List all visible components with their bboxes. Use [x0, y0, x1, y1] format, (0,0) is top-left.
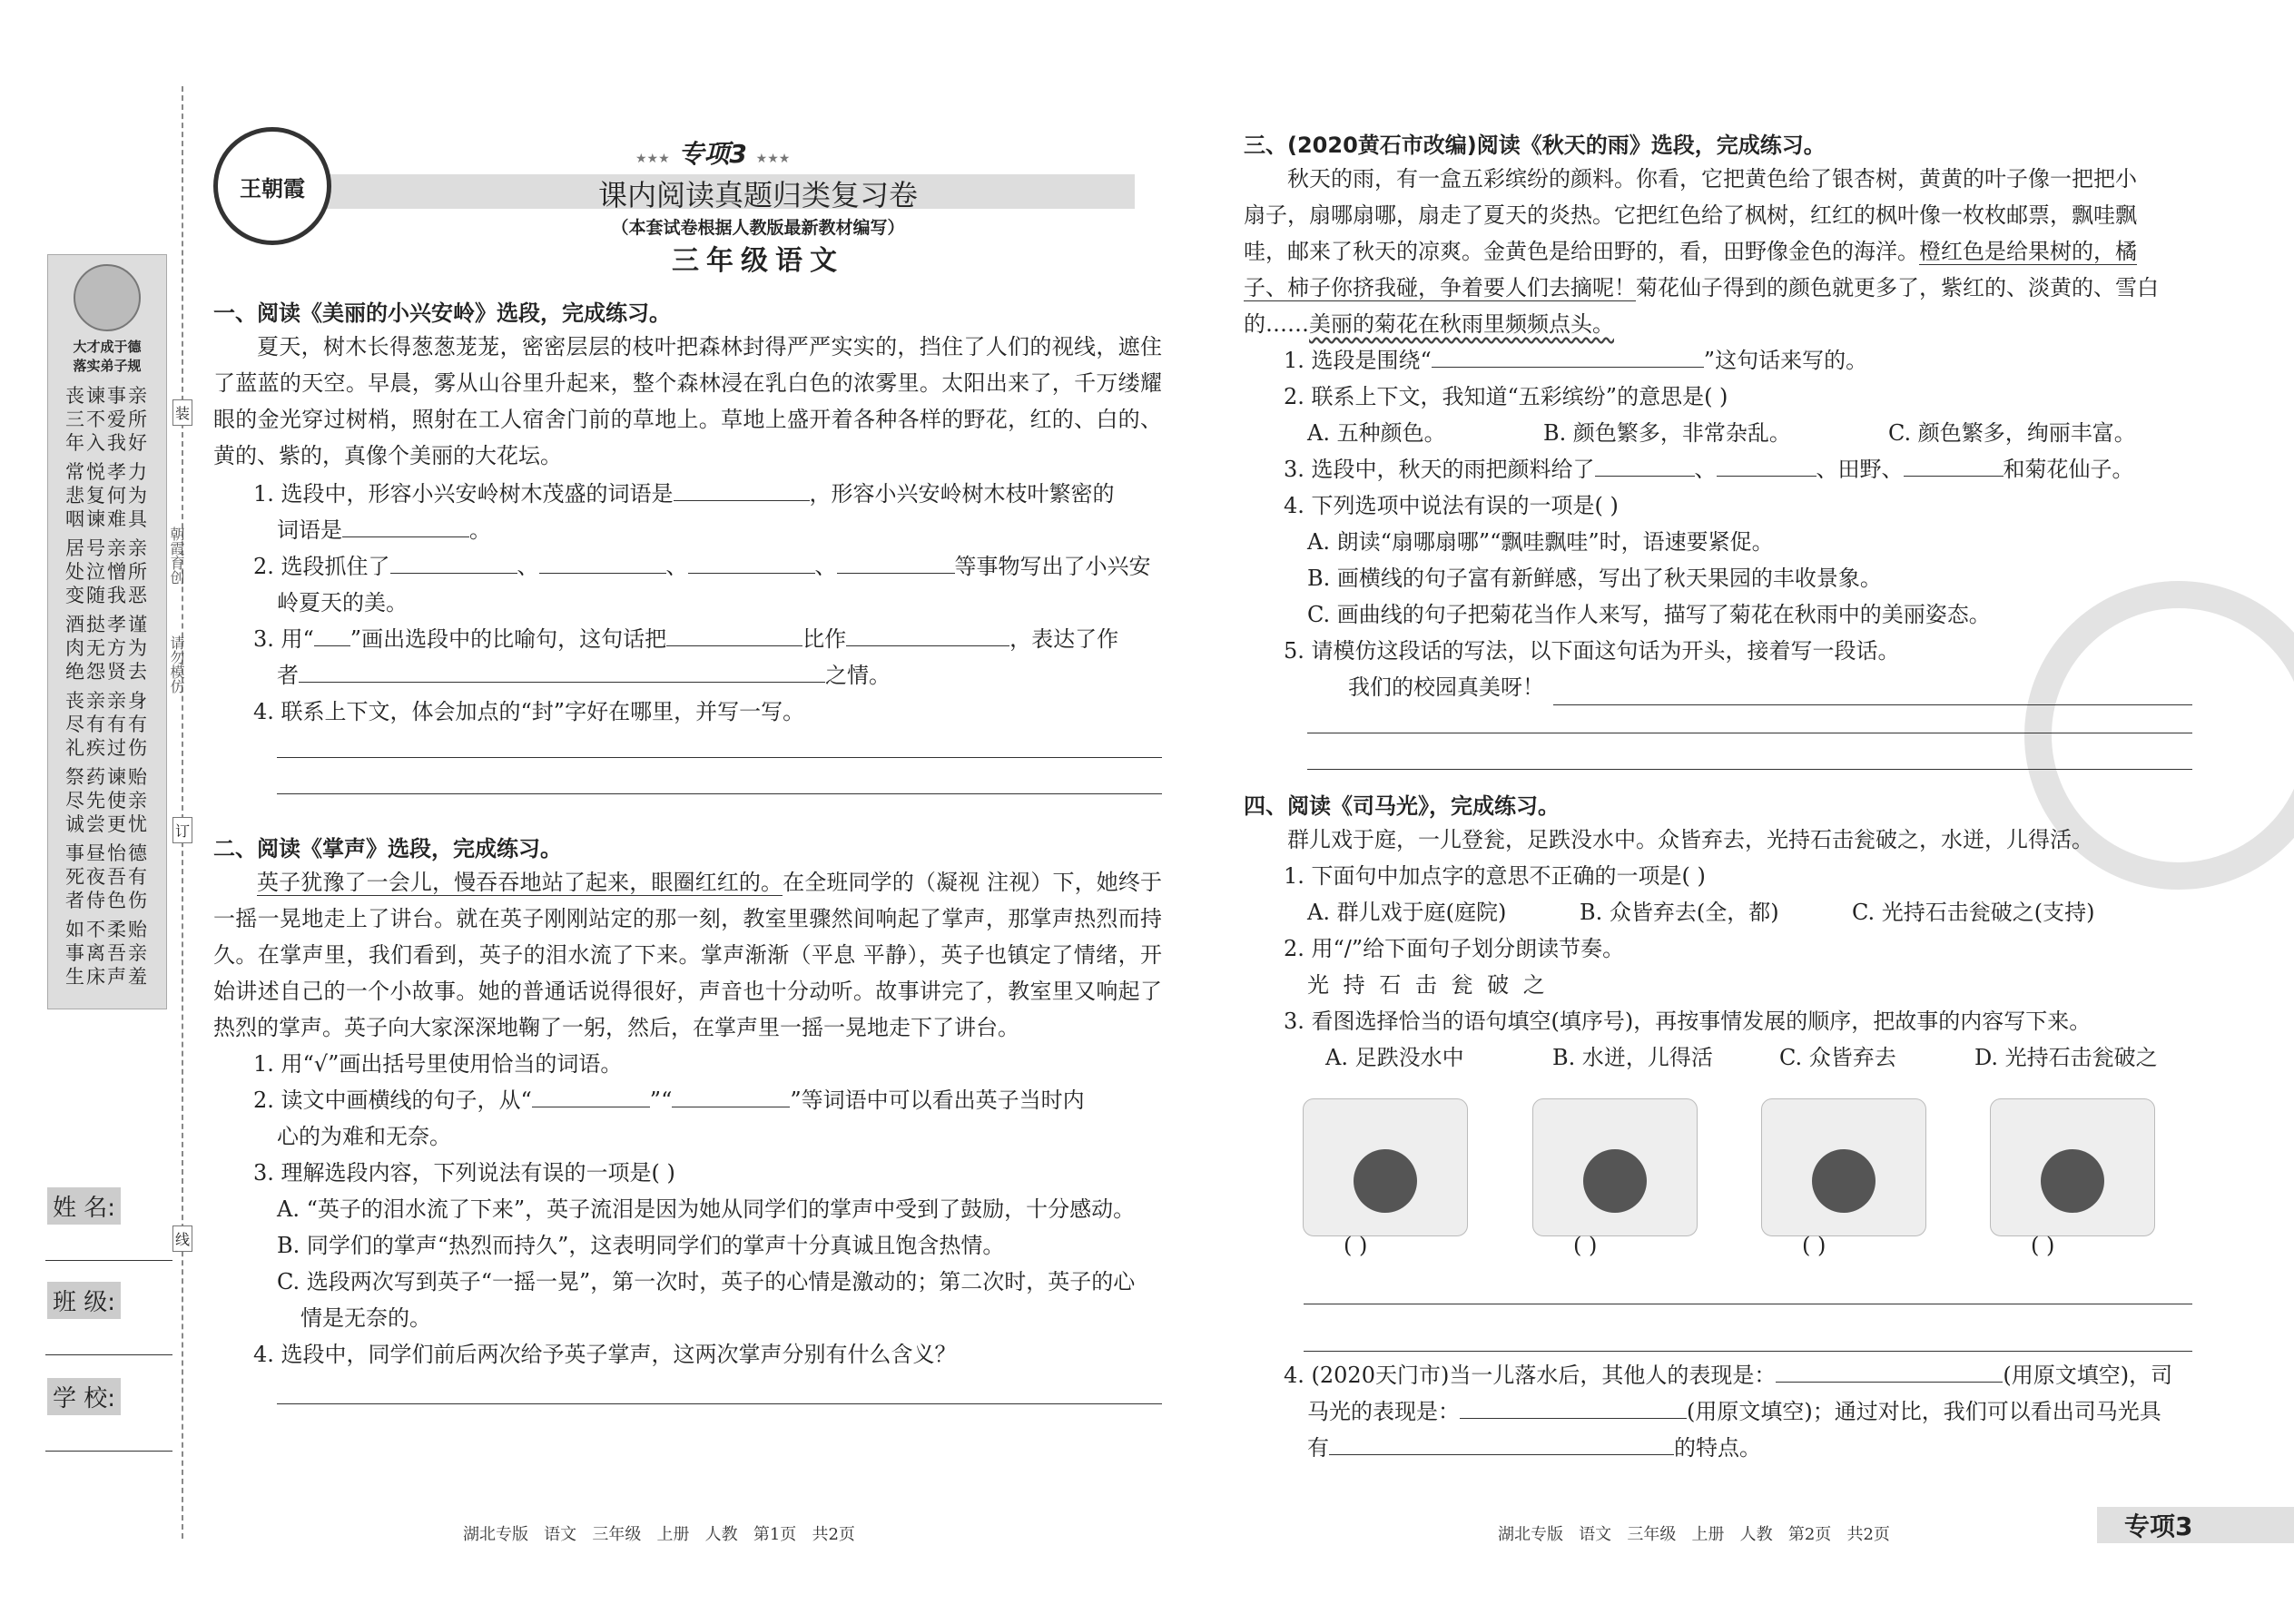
s3-passage-line: 秋天的雨，有一盒五彩缤纷的颜料。你看，它把黄色给了银杏树，黄黄的叶子像一把把小	[1287, 166, 2137, 192]
poem-row: 咽谏难具	[65, 508, 149, 530]
section3-passage	[1244, 161, 2192, 342]
s3-q4: 4. 下列选项中说法有误的一项是( )	[1284, 493, 1619, 518]
special-badge	[635, 134, 790, 171]
vertical-note	[163, 527, 185, 585]
s3-q5-answer-line[interactable]	[1553, 669, 2192, 705]
footer-tag	[2097, 1507, 2294, 1543]
jar-icon	[2041, 1149, 2104, 1213]
s3-q2: 2. 联系上下文，我知道“五彩缤纷”的意思是( )	[1284, 384, 1728, 409]
s1-q4-answer-line[interactable]	[277, 757, 1162, 758]
s1-q2-cont: 岭夏天的美。	[277, 590, 408, 615]
s4-q4-cont2: 有 的特点。	[1307, 1435, 1761, 1461]
s4-q4: 4. (2020天门市)当一儿落水后，其他人的表现是： (用原文填空)，司	[1284, 1363, 2173, 1388]
s2-q3-opt-cont: 情是无奈的。	[300, 1305, 431, 1331]
poem-row: 者侍色伤	[65, 890, 149, 911]
s4-q3-options	[1244, 1039, 2192, 1076]
story-picture	[1303, 1098, 1468, 1236]
s4-q3-opt: D. 光持石击瓮破之	[1974, 1045, 2158, 1070]
section4-q4	[1244, 1357, 2192, 1466]
section2-heading: 二、阅读《掌声》选段，完成练习。	[213, 836, 562, 861]
s4-q3-opt: A. 足跌没水中	[1325, 1045, 1464, 1070]
jar-icon	[1812, 1149, 1876, 1213]
binding-cut-line	[182, 86, 183, 1539]
s2-q3-opt[interactable]: B. 同学们的掌声“热烈而持久”，这表明同学们的掌声十分真诚且饱含热情。	[277, 1233, 1005, 1258]
s3-q2-opt[interactable]: A. 五种颜色。	[1307, 420, 1446, 446]
s2-q1: 1. 用“√”画出括号里使用恰当的词语。	[253, 1051, 623, 1077]
grade-title: 三年级语文	[672, 245, 844, 277]
s3-wavy-underlined: 美丽的菊花在秋雨里频频点头。	[1309, 311, 1614, 337]
story-picture	[1532, 1098, 1698, 1236]
s1-q1-blank2[interactable]	[342, 536, 469, 537]
s3-q2-opt[interactable]: B. 颜色繁多，非常杂乱。	[1543, 420, 1791, 446]
s4-q2: 2. 用“/”给下面句子划分朗读节奏。	[1284, 936, 1625, 961]
poem-row: 变随我恶	[65, 585, 149, 606]
section4	[1244, 788, 2192, 1076]
class-field[interactable]	[45, 1354, 172, 1355]
s4-q1-opt[interactable]: C. 光持石击瓮破之(支持)	[1852, 900, 2095, 925]
s4-q3-answer-line[interactable]	[1304, 1351, 2192, 1352]
section2-passage: 英子犹豫了一会儿，慢吞吞地站了起来，眼圈红红的。在全班同学的（凝视 注视）下，她终于一摇一晃地走上了讲台。就在英子刚刚站定的那一刻，教室里骤然间响起了掌声，那掌声热烈而持久。在掌声里，我们看到，英子的泪水流了下来。掌声渐渐（平息 平静），英子也镇定了情绪，开始讲述自己的一个小故事。她的普通话说得很好，声音也十分动听。故事讲完了，教室里又响起了热烈的掌声。英子向大家深深地鞠了一躬，然后，在掌声里一摇一晃地走下了讲台。	[213, 870, 1162, 1040]
poem-row: 悲复何为	[65, 485, 149, 507]
s3-q3: 3. 选段中，秋天的雨把颜料给了 、 、田野、 和菊花仙子。	[1284, 457, 2134, 482]
poem-row: 死夜吾有	[65, 866, 149, 888]
s1-q2: 2. 选段抓住了 、 、 、 等事物写出了小兴安	[253, 554, 1151, 579]
s2-q2: 2. 读文中画横线的句子，从“ ”“ ”等词语中可以看出英子当时内	[253, 1088, 1085, 1113]
poem-row: 肉无方为	[65, 637, 149, 659]
star-icon: ★★★	[755, 152, 791, 166]
s3-q5: 5. 请模仿这段话的写法，以下面这句话为开头，接着写一段话。	[1284, 638, 1900, 664]
section1	[213, 295, 1162, 802]
s4-q2-sentence: 光 持 石 击 瓮 破 之	[1307, 972, 1549, 998]
logo-text: 王朝霞	[240, 174, 305, 202]
picture-answer-bracket[interactable]: ( )	[1344, 1233, 1368, 1258]
poem-row: 诚尝更忧	[65, 813, 149, 835]
sidebar-poem	[48, 384, 166, 989]
cut-label: 线	[172, 1225, 192, 1252]
s1-q1-cont: 词语是 。	[277, 517, 491, 543]
s3-q1-blank[interactable]	[1432, 367, 1704, 368]
vertical-note-2: 请勿模仿	[168, 635, 185, 694]
s1-q3-blank2[interactable]	[846, 645, 1009, 646]
s3-underlined: 橙红色是给果树的，橘	[1919, 239, 2137, 264]
jar-icon	[1583, 1149, 1647, 1213]
picture-answer-bracket[interactable]: ( )	[1573, 1233, 1598, 1258]
s3-passage-line: 子、柿子你挤我碰，争着要人们去摘呢！菊花仙子得到的颜色就更多了，紫红的、淡黄的、雪白	[1244, 275, 2159, 300]
s1-q4: 4. 联系上下文，体会加点的“封”字好在哪里，并写一写。	[253, 699, 805, 724]
page-subtitle: （本套试卷根据人教版最新教材编写）	[611, 218, 905, 238]
motto-figure-icon	[74, 264, 141, 331]
s4-q4-cont: 马光的表现是： (用原文填空)；通过对比，我们可以看出司马光具	[1307, 1399, 2161, 1424]
poem-row: 如不柔贻	[65, 919, 149, 940]
special-badge-text: 专项3	[678, 139, 747, 169]
s3-q3-blank1[interactable]	[1595, 476, 1695, 477]
star-icon: ★★★	[635, 152, 670, 166]
footer-right: 湖北专版 语文 三年级 上册 人教 第2页 共2页	[1498, 1525, 1890, 1544]
s2-underlined-sentence: 英子犹豫了一会儿，慢吞吞地站了起来，眼圈红红的。	[257, 870, 783, 895]
s3-q2-opt[interactable]: C. 颜色繁多，绚丽丰富。	[1888, 420, 2136, 446]
picture-answer-bracket[interactable]: ( )	[2031, 1233, 2055, 1258]
s1-q2-blank3[interactable]	[688, 573, 815, 574]
vertical-note	[163, 635, 185, 694]
s1-q1-blank1[interactable]	[674, 500, 810, 501]
s3-q1: 1. 选段是围绕“ ”这句话来写的。	[1284, 348, 1868, 373]
s4-q4-blank3[interactable]	[1329, 1454, 1674, 1455]
page-title: 课内阅读真题归类复习卷	[597, 178, 918, 212]
s4-q4-blank2[interactable]	[1460, 1418, 1687, 1419]
story-picture	[1761, 1098, 1926, 1236]
s4-q1: 1. 下面句中加点字的意思不正确的一项是( )	[1284, 863, 1706, 889]
cut-label: 装	[172, 399, 192, 426]
poem-row: 常悦孝力	[65, 461, 149, 483]
poem-row: 尽先使亲	[65, 790, 149, 812]
section1-passage: 夏天，树木长得葱葱茏茏，密密层层的枝叶把森林封得严严实实的，挡住了人们的视线，遮住了蓝蓝的天空。早晨，雾从山谷里升起来，整个森林浸在乳白色的浓雾里。太阳出来了，千万缕耀眼的金光穿过树梢，照射在工人宿舍门前的草地上。草地上盛开着各种各样的野花，红的、白的、黄的、紫的，真像个美丽的大花坛。	[213, 334, 1162, 468]
section2	[213, 831, 1162, 1418]
poem-row: 绝怨贤去	[65, 661, 149, 683]
s1-q4-answer-line[interactable]	[277, 793, 1162, 794]
jar-icon	[1354, 1149, 1417, 1213]
s3-passage-line: 的……美丽的菊花在秋雨里频频点头。	[1244, 311, 1614, 337]
cut-label: 订	[172, 817, 192, 843]
s2-q3-opt[interactable]: C. 选段两次写到英子“一摇一晃”，第一次时，英子的心情是激动的；第二次时，英子的心	[277, 1269, 1136, 1294]
s4-q4-blank1[interactable]	[1776, 1382, 2003, 1383]
s3-q4-opt[interactable]: C. 画曲线的句子把菊花当作人来写，描写了菊花在秋雨中的美丽姿态。	[1307, 602, 1991, 627]
s1-q1: 1. 选段中，形容小兴安岭树木茂盛的词语是 ，形容小兴安岭树木枝叶繁密的	[253, 481, 1115, 507]
s4-q3: 3. 看图选择恰当的语句填空(填序号)，再按事情发展的顺序，把故事的内容写下来。	[1284, 1009, 2092, 1034]
s4-q1-opt[interactable]: B. 众皆弃去(全，都)	[1580, 900, 1779, 925]
section4-heading: 四、阅读《司马光》，完成练习。	[1244, 793, 1560, 819]
motto-line2: 落实弟子规	[73, 358, 142, 374]
poem-row: 丧亲亲身	[65, 690, 149, 712]
vertical-note-1: 朝霞育创	[168, 527, 185, 585]
poem-row: 尽有有有	[65, 714, 149, 735]
s2-q2-cont: 心的为难和无奈。	[277, 1124, 451, 1149]
class-label: 班 级:	[47, 1282, 121, 1319]
s3-q4-opt[interactable]: A. 朗读“扇哪扇哪”“飘哇飘哇”时，语速要紧促。	[1307, 529, 1774, 555]
s4-q1-options	[1244, 894, 2192, 930]
school-field[interactable]	[45, 1451, 172, 1452]
s1-q3-blank1[interactable]	[666, 645, 802, 646]
name-label: 姓 名:	[47, 1187, 121, 1225]
s4-q3-opt: C. 众皆弃去	[1779, 1045, 1896, 1070]
s3-q5-start: 我们的校园真美呀！	[1244, 669, 2192, 705]
s1-q3-cont: 者 之情。	[277, 663, 891, 688]
poem-row: 三不爱所	[65, 408, 149, 430]
s3-q2-options	[1244, 415, 2192, 451]
s2-q3-opt[interactable]: A. “英子的泪水流了下来”，英子流泪是因为她从同学们的掌声中受到了鼓励，十分感动。	[277, 1196, 1136, 1222]
section1-heading: 一、阅读《美丽的小兴安岭》选段，完成练习。	[213, 300, 671, 326]
section3	[1244, 127, 2192, 778]
s1-q3-blank3[interactable]	[299, 682, 825, 683]
s3-passage-line: 扇子，扇哪扇哪，扇走了夏天的炎热。它把红色给了枫树，红红的枫叶像一枚枚邮票，飘哇飘	[1244, 202, 2137, 228]
s4-q1-opt[interactable]: A. 群儿戏于庭(庭院)	[1307, 900, 1507, 925]
section3-heading: 三、(2020黄石市改编)阅读《秋天的雨》选段，完成练习。	[1244, 133, 1826, 158]
s3-q3-blank2[interactable]	[1717, 476, 1816, 477]
poem-row: 丧谏事亲	[65, 385, 149, 407]
s3-q5-answer-line[interactable]	[1307, 769, 2192, 770]
poem-row: 礼疾过伤	[65, 737, 149, 759]
s2-q4-answer-line[interactable]	[277, 1403, 1162, 1404]
poem-row: 生床声羞	[65, 966, 149, 988]
sidebar-motto-box	[47, 254, 167, 1009]
poem-row: 祭药谏贻	[65, 766, 149, 788]
poem-row: 年入我好	[65, 432, 149, 454]
s3-q4-opt[interactable]: B. 画横线的句子富有新鲜感，写出了秋天果园的丰收景象。	[1307, 566, 1882, 591]
s3-underlined: 子、柿子你挤我碰，争着要人们去摘呢！	[1244, 275, 1636, 300]
s2-q4: 4. 选段中，同学们前后两次给予英子掌声，这两次掌声分别有什么含义？	[253, 1342, 957, 1367]
s1-q3: 3. 用“ ”画出选段中的比喻句，这句话把 比作 ，表达了作	[253, 626, 1119, 652]
footer-left: 湖北专版 语文 三年级 上册 人教 第1页 共2页	[463, 1525, 855, 1544]
s1-q2-blank4[interactable]	[837, 573, 955, 574]
s1-q2-blank1[interactable]	[390, 573, 517, 574]
name-field[interactable]	[45, 1260, 172, 1261]
poem-row: 处泣憎所	[65, 561, 149, 583]
motto-line1: 大才成于德	[73, 339, 142, 355]
s4-q3-opt: B. 水迸，儿得活	[1552, 1045, 1713, 1070]
picture-answer-bracket[interactable]: ( )	[1802, 1233, 1826, 1258]
s1-q3-mark	[314, 645, 350, 646]
poem-row: 居号亲亲	[65, 537, 149, 559]
poem-row: 酒挞孝谨	[65, 614, 149, 635]
s3-passage-line: 哇，邮来了秋天的凉爽。金黄色是给田野的，看，田野像金色的海洋。橙红色是给果树的，橘	[1244, 239, 2137, 264]
school-label: 学 校:	[47, 1378, 121, 1415]
s2-q3: 3. 理解选段内容，下列说法有误的一项是( )	[253, 1160, 675, 1186]
footer-tag-text: 专项3	[2124, 1511, 2193, 1541]
poem-row: 事离吾亲	[65, 942, 149, 964]
section4-passage: 群儿戏于庭，一儿登瓮，足跌没水中。众皆弃去，光持石击瓮破之，水迸，儿得活。	[1287, 827, 2093, 852]
publisher-logo	[213, 127, 331, 245]
s1-q2-blank2[interactable]	[539, 573, 666, 574]
s3-q3-blank3[interactable]	[1904, 476, 2004, 477]
story-picture	[1990, 1098, 2155, 1236]
poem-row: 事昼怡德	[65, 842, 149, 864]
